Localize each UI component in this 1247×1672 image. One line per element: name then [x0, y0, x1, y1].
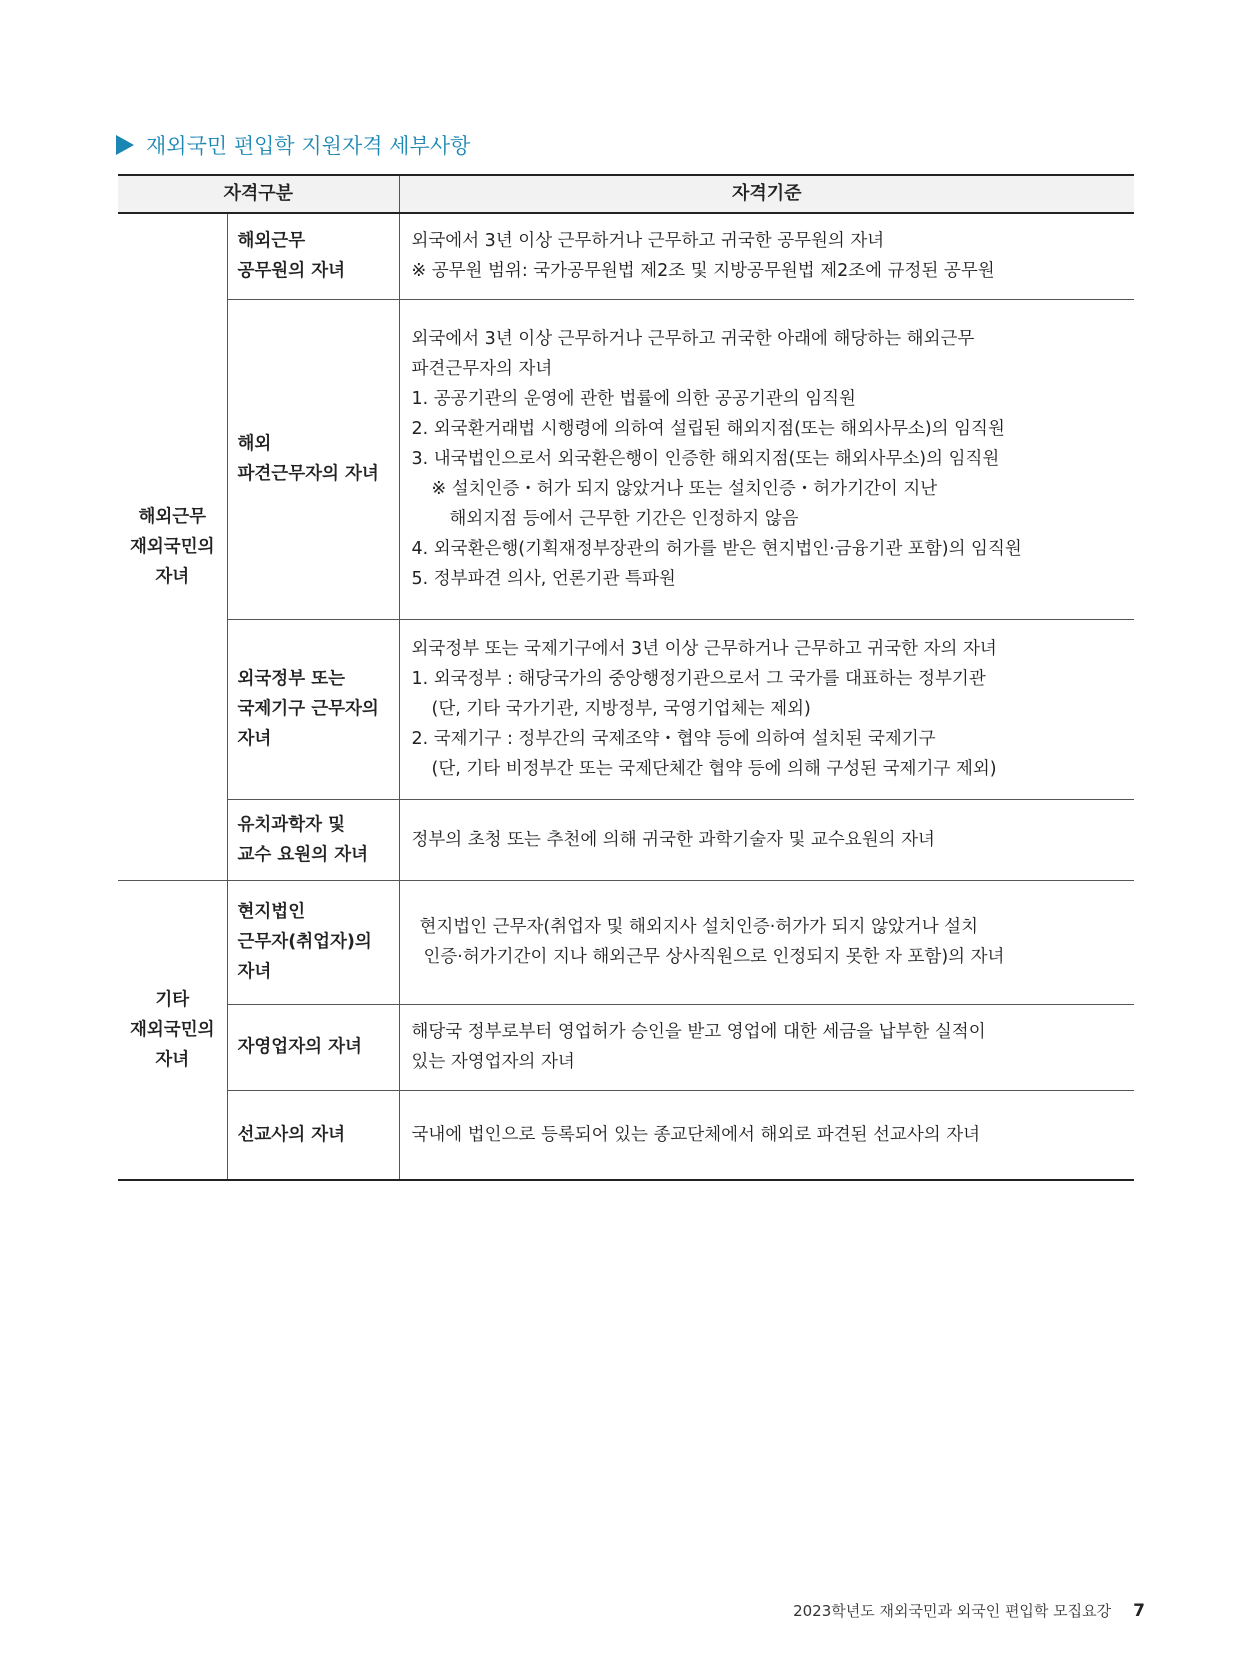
- sub-category: 해외근무 공무원의 자녀: [227, 213, 399, 299]
- page-footer: [793, 1600, 1145, 1621]
- table-row: [118, 1004, 1134, 1090]
- table-row: [118, 880, 1134, 1004]
- page-number: 7: [1133, 1601, 1145, 1621]
- criteria-cell: 외국정부 또는 국제기구에서 3년 이상 근무하거나 근무하고 귀국한 자의 자녀 1. 외국정부 : 해당국가의 중앙행정기관으로서 그 국가를 대표하는 정부기관 (단, 기타 국가기관, 지방정부, 국영기업체는 제외) 2. 국제기구 : 정부간의 국제조약・협약 등에 의하여 설치된 국제기구 (단, 기타 비정부간 또는 국제단체간 협약 등에 의해 구성된 국제기구 제외): [399, 619, 1134, 799]
- table-row: [118, 213, 1134, 299]
- criteria-cell: 현지법인 근무자(취업자 및 해외지사 설치인증·허가가 되지 않았거나 설치 인증·허가기간이 지나 해외근무 상사직원으로 인정되지 못한 자 포함)의 자녀: [399, 880, 1134, 1004]
- table-row: [118, 799, 1134, 880]
- group-label-other: 기타 재외국민의 자녀: [118, 880, 227, 1180]
- criteria-cell: 정부의 초청 또는 추천에 의해 귀국한 과학기술자 및 교수요원의 자녀: [399, 799, 1134, 880]
- table-row: [118, 299, 1134, 619]
- section-title-text: 재외국민 편입학 지원자격 세부사항: [146, 134, 471, 158]
- table-header-row: [118, 175, 1134, 213]
- table-row: [118, 619, 1134, 799]
- criteria-cell: 해당국 정부로부터 영업허가 승인을 받고 영업에 대한 세금을 납부한 실적이 있는 자영업자의 자녀: [399, 1004, 1134, 1090]
- group-label-overseas: 해외근무 재외국민의 자녀: [118, 213, 227, 880]
- criteria-cell: 국내에 법인으로 등록되어 있는 종교단체에서 해외로 파견된 선교사의 자녀: [399, 1090, 1134, 1180]
- header-qualification-criteria: 자격기준: [399, 175, 1134, 213]
- sub-category: 유치과학자 및 교수 요원의 자녀: [227, 799, 399, 880]
- qualification-table: [118, 174, 1134, 1181]
- sub-category: 자영업자의 자녀: [227, 1004, 399, 1090]
- sub-category: 선교사의 자녀: [227, 1090, 399, 1180]
- table-row: [118, 1090, 1134, 1180]
- section-title: [116, 130, 470, 160]
- footer-text: 2023학년도 재외국민과 외국인 편입학 모집요강: [793, 1602, 1112, 1620]
- sub-category: 현지법인 근무자(취업자)의 자녀: [227, 880, 399, 1004]
- header-qualification-type: 자격구분: [118, 175, 399, 213]
- triangle-bullet-icon: [116, 135, 134, 155]
- criteria-cell: 외국에서 3년 이상 근무하거나 근무하고 귀국한 아래에 해당하는 해외근무 파견근무자의 자녀 1. 공공기관의 운영에 관한 법률에 의한 공공기관의 임직원 2. 외국환거래법 시행령에 의하여 설립된 해외지점(또는 해외사무소)의 임직원 3. 내국법인으로서 외국환은행이 인증한 해외지점(또는 해외사무소)의 임직원 ※ 설치인증・허가 되지 않았거나 또는 설치인증・허가기간이 지난 해외지점 등에서 근무한 기간은 인정하지 않음 4. 외국환은행(기획재정부장관의 허가를 받은 현지법인·금융기관 포함)의 임직원 5. 정부파견 의사, 언론기관 특파원: [399, 299, 1134, 619]
- sub-category: 외국정부 또는 국제기구 근무자의 자녀: [227, 619, 399, 799]
- criteria-cell: 외국에서 3년 이상 근무하거나 근무하고 귀국한 공무원의 자녀 ※ 공무원 범위: 국가공무원법 제2조 및 지방공무원법 제2조에 규정된 공무원: [399, 213, 1134, 299]
- sub-category: 해외 파견근무자의 자녀: [227, 299, 399, 619]
